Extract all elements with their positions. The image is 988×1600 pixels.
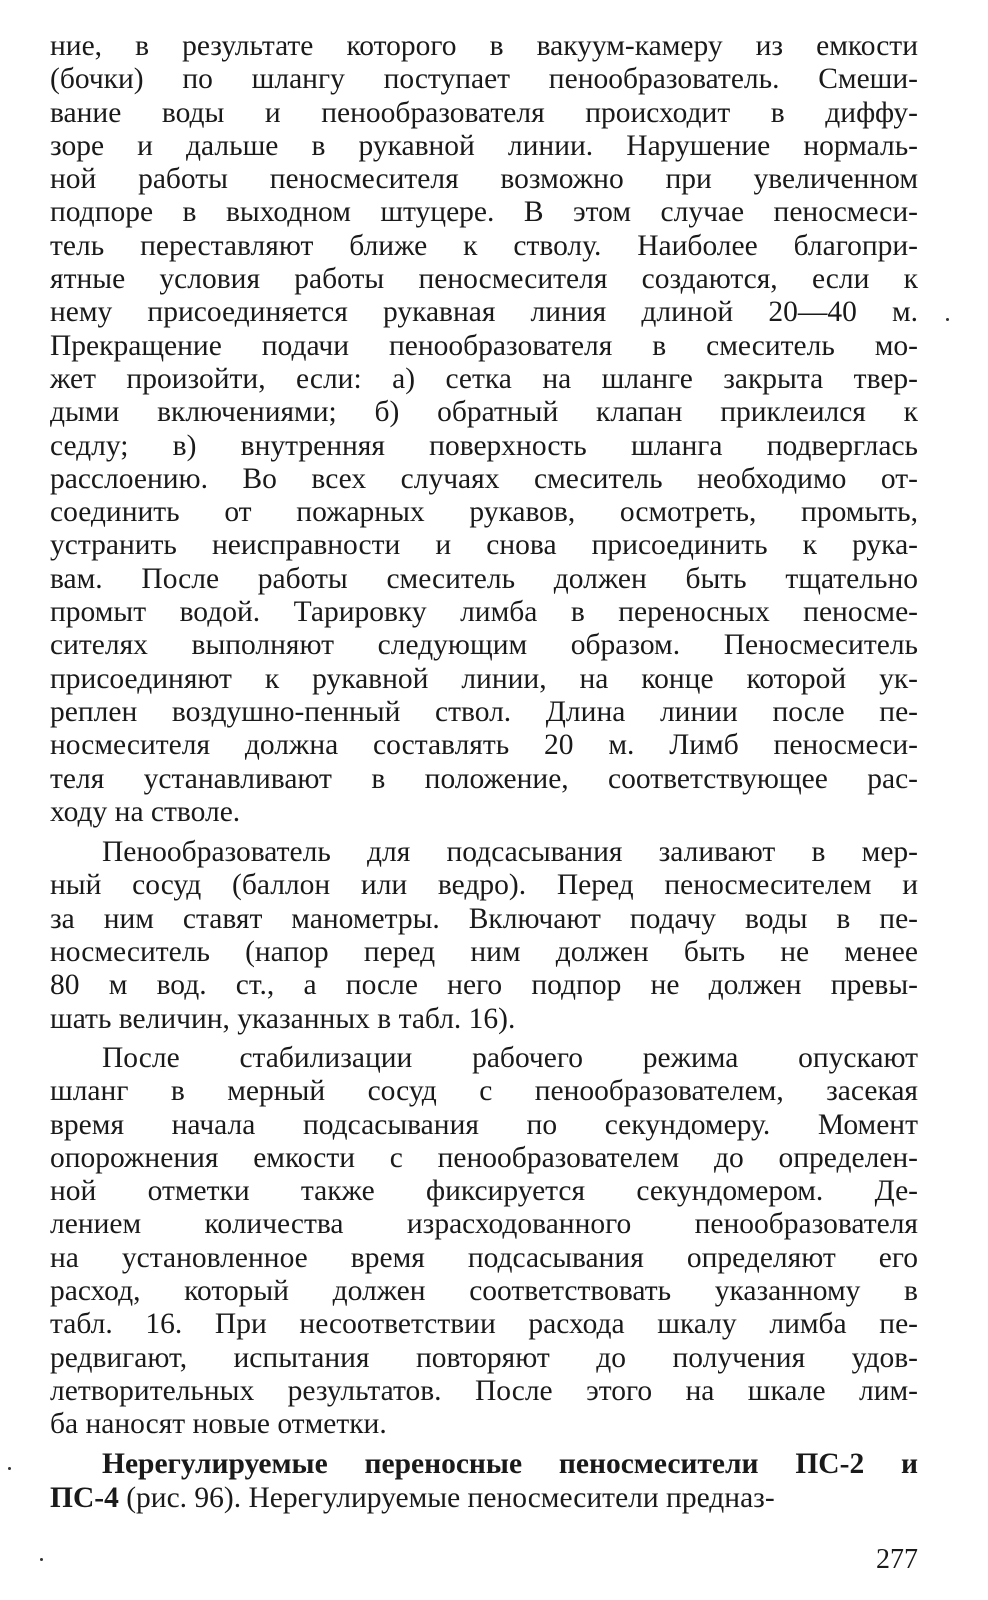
text-line: носмесителя должна составлять 20 м. Лимб пеносмеси- — [50, 729, 918, 762]
text-line: соединить от пожарных рукавов, осмотреть, промыть, — [50, 496, 918, 529]
text-line: реплен воздушно-пенный ствол. Длина линии после пе- — [50, 695, 918, 728]
text-line: табл. 16. При несоответствии расхода шкалу лимба пе- — [50, 1308, 918, 1341]
text-line: дыми включениями; б) обратный клапан приклеился к — [50, 396, 918, 429]
text-line: тель переставляют ближе к стволу. Наиболее благопри- — [50, 229, 918, 262]
text-line: промыт водой. Тарировку лимба в переносных пеносме- — [50, 596, 918, 629]
text-line: ба наносят новые отметки. — [50, 1408, 387, 1441]
text-line: устранить неисправности и снова присоединить к рука- — [50, 529, 918, 562]
text-line: редвигают, испытания повторяют до получения удов- — [50, 1341, 918, 1374]
text-line: расход, который должен соответствовать указанному в — [50, 1274, 918, 1307]
text-line: Пенообразователь для подсасывания заливают в мер- — [102, 836, 918, 869]
text-line: шланг в мерный сосуд с пенообразователем, засекая — [50, 1075, 918, 1108]
text-line: ной работы пеносмесителя возможно при увеличенном — [50, 163, 918, 196]
text-line: 80 м вод. ст., а после него подпор не должен превы- — [50, 969, 918, 1002]
scan-speck — [40, 1558, 43, 1561]
text-line: После стабилизации рабочего режима опускают — [102, 1041, 918, 1074]
paragraph-2 — [50, 836, 918, 1036]
text-line: седлу; в) внутренняя поверхность шланга подверглась — [50, 429, 918, 462]
text-line: носмеситель (напор перед ним должен быть не менее — [50, 936, 918, 969]
text-line — [50, 1482, 918, 1515]
text-line: зоре и дальше в рукавной линии. Нарушение нормаль- — [50, 129, 918, 162]
page-number: 277 — [876, 1544, 918, 1575]
paragraph-3 — [50, 1042, 918, 1442]
text-line: за ним ставят манометры. Включают подачу воды в пе- — [50, 902, 918, 935]
text-line: подпоре в выходном штуцере. В этом случае пеносмеси- — [50, 196, 918, 229]
text-line: расслоению. Во всех случаях смеситель необходимо от- — [50, 462, 918, 495]
paragraph-1 — [50, 30, 918, 829]
text-line: вание воды и пенообразователя происходит в диффу- — [50, 96, 918, 129]
text-line: на установленное время подсасывания определяют его — [50, 1241, 918, 1274]
text-line — [50, 1448, 918, 1481]
text-line: (бочки) по шлангу поступает пенообразователь. Смеши- — [50, 63, 918, 96]
text-line: летворительных результатов. После этого на шкале лим- — [50, 1374, 918, 1407]
text-line: время начала подсасывания по секундомеру. Момент — [50, 1108, 918, 1141]
scan-speck — [8, 1467, 11, 1470]
text-line: присоединяют к рукавной линии, на конце которой ук- — [50, 662, 918, 695]
text-line: сителях выполняют следующим образом. Пеносмеситель — [50, 629, 918, 662]
text-line: Прекращение подачи пенообразователя в смеситель мо- — [50, 329, 918, 362]
text-line: нему присоединяется рукавная линия длиной 20—40 м. — [50, 296, 918, 329]
section-heading-cont: ПС-4 — [50, 1481, 119, 1514]
paragraph-4 — [50, 1448, 918, 1515]
scan-speck — [946, 318, 949, 321]
text-line: теля устанавливают в положение, соответствующее рас- — [50, 762, 918, 795]
page-body — [50, 30, 918, 1515]
text-line: жет произойти, если: а) сетка на шланге закрыта твер- — [50, 362, 918, 395]
text-line: шать величин, указанных в табл. 16). — [50, 1002, 516, 1035]
text-line: ятные условия работы пеносмесителя создаются, если к — [50, 263, 918, 296]
text-line: вам. После работы смеситель должен быть тщательно — [50, 562, 918, 595]
text-line: опорожнения емкости с пенообразователем до определен- — [50, 1141, 918, 1174]
text-fragment: (рис. 96). Нерегулируемые пеносмесители предназ- — [118, 1481, 775, 1514]
text-line: ние, в результате которого в вакуум-камеру из емкости — [50, 30, 918, 62]
text-line: лением количества израсходованного пенообразователя — [50, 1208, 918, 1241]
text-line: ный сосуд (баллон или ведро). Перед пеносмесителем и — [50, 869, 918, 902]
section-heading: Нерегулируемые переносные пеносмесители ПС-2 и — [102, 1448, 918, 1481]
text-line: ной отметки также фиксируется секундомером. Де- — [50, 1175, 918, 1208]
text-line: ходу на стволе. — [50, 795, 241, 828]
